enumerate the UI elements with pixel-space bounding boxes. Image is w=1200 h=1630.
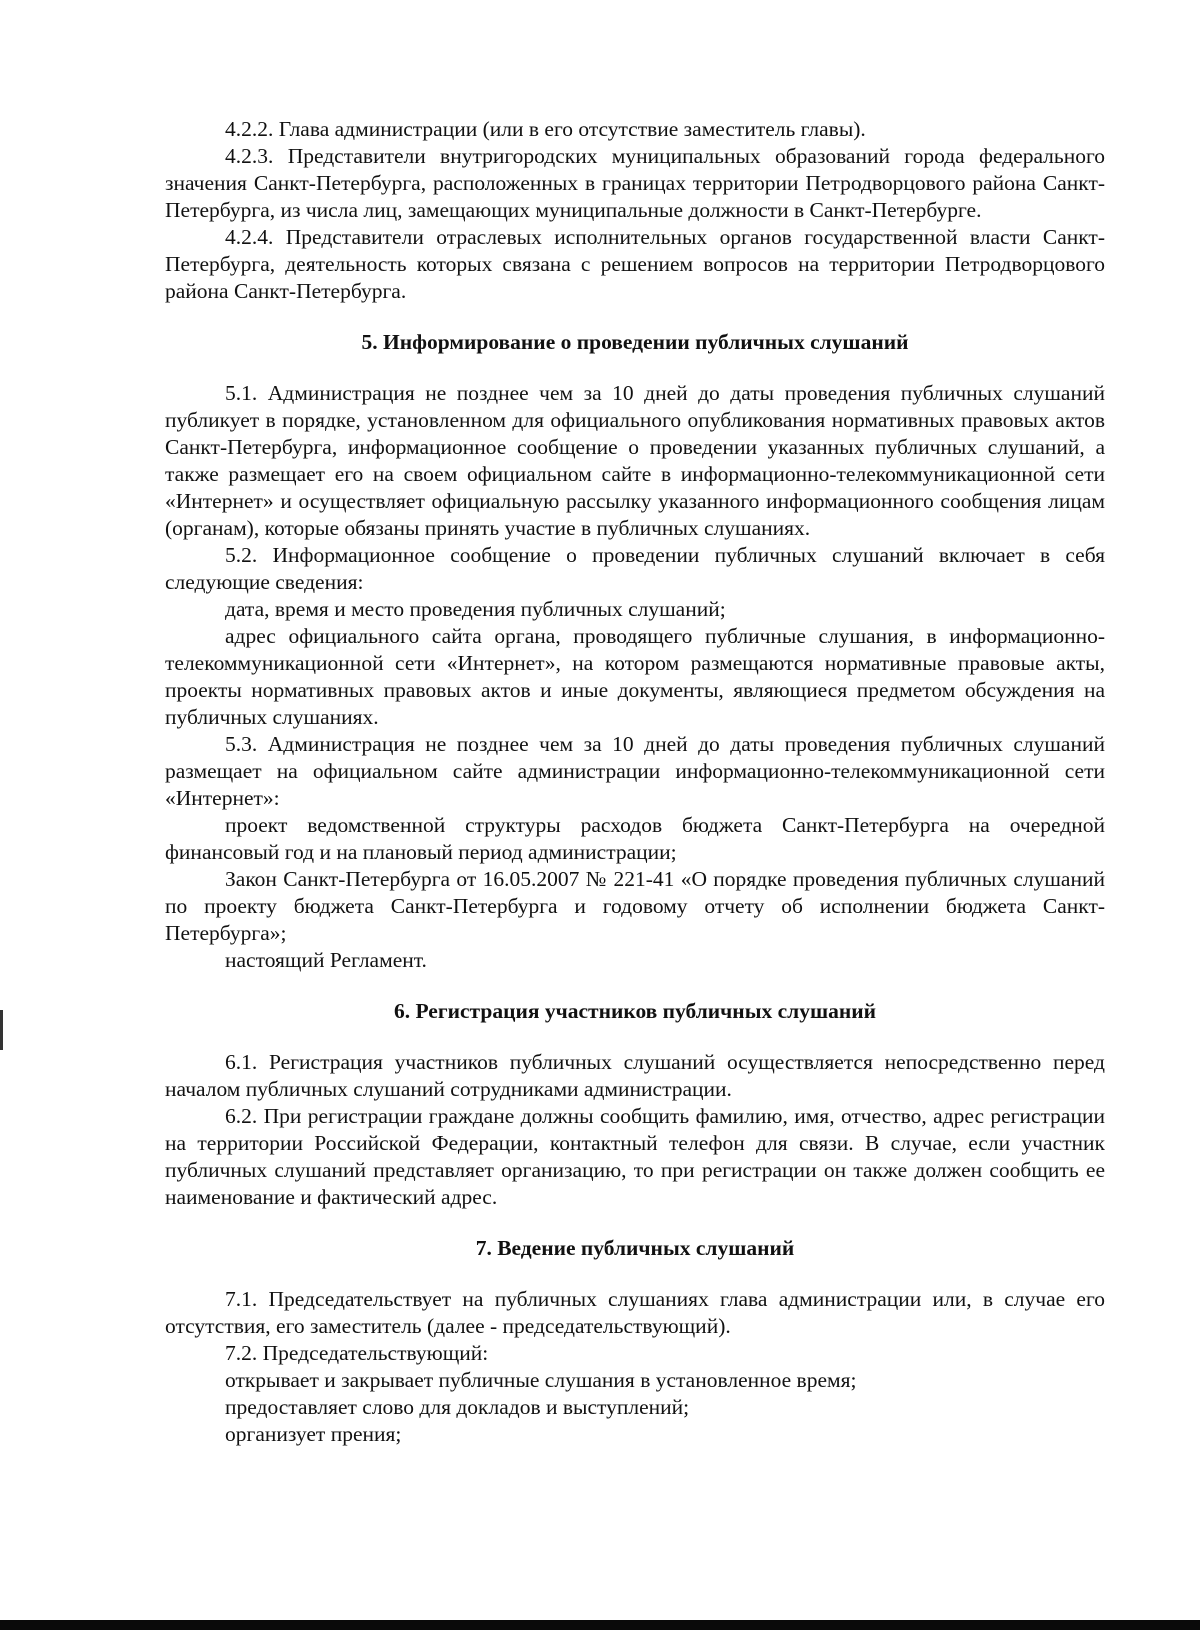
list-item-5-2-b: адрес официального сайта органа, проводящего публичные слушания, в информационно-телекоммуникационной сети «Интернет», на котором размещаются нормативные правовые акты, проекты нормативных правовых актов и иные документы, являющиеся предметом обсуждения на публичных слушаниях.	[165, 624, 1105, 729]
list-item-7-2-c: организует прения;	[225, 1422, 402, 1446]
spacer	[165, 1262, 1105, 1286]
section-7-heading: 7. Ведение публичных слушаний	[475, 1236, 795, 1260]
paragraph-5-3: 5.3. Администрация не позднее чем за 10 дней до даты проведения публичных слушаний размещает на официальном сайте администрации информационно-телекоммуникационной сети «Интернет»:	[165, 732, 1105, 810]
paragraph-7-2: 7.2. Председательствующий:	[225, 1341, 489, 1365]
paragraph-7-1: 7.1. Председательствует на публичных слушаниях глава администрации или, в случае его отсутствия, его заместитель (далее - председательствующий).	[165, 1287, 1105, 1338]
list-item-5-3-c: настоящий Регламент.	[225, 948, 427, 972]
paragraph-5-1: 5.1. Администрация не позднее чем за 10 дней до даты проведения публичных слушаний публикует в порядке, установленном для официального опубликования нормативных правовых актов Санкт-Петербурга, информационное сообщение о проведении указанных публичных слушаний, а также размещает его на своем официальном сайте в информационно-телекоммуникационной сети «Интернет» и осуществляет официальную рассылку указанного информационного сообщения лицам (органам), которые обязаны принять участие в публичных слушаниях.	[165, 381, 1105, 540]
scan-bottom-edge	[0, 1620, 1200, 1630]
list-item-5-3-a: проект ведомственной структуры расходов бюджета Санкт-Петербурга на очередной финансовый год и на плановый период администрации;	[165, 813, 1105, 864]
section-5-heading: 5. Информирование о проведении публичных слушаний	[361, 330, 909, 354]
paragraph-4-2-2: 4.2.2. Глава администрации (или в его отсутствие заместитель главы).	[225, 117, 866, 141]
spacer	[165, 974, 1105, 998]
scan-edge-mark	[0, 1010, 3, 1050]
spacer	[165, 356, 1105, 380]
spacer	[165, 1025, 1105, 1049]
paragraph-4-2-4: 4.2.4. Представители отраслевых исполнительных органов государственной власти Санкт-Петербурга, деятельность которых связана с решением вопросов на территории Петродворцового района Санкт-Петербурга.	[165, 225, 1105, 303]
paragraph-6-2: 6.2. При регистрации граждане должны сообщить фамилию, имя, отчество, адрес регистрации на территории Российской Федерации, контактный телефон для связи. В случае, если участник публичных слушаний представляет организацию, то при регистрации он также должен сообщить ее наименование и фактический адрес.	[165, 1104, 1105, 1209]
paragraph-6-1: 6.1. Регистрация участников публичных слушаний осуществляется непосредственно перед началом публичных слушаний сотрудниками администрации.	[165, 1050, 1105, 1101]
list-item-5-3-b: Закон Санкт-Петербурга от 16.05.2007 № 221-41 «О порядке проведения публичных слушаний по проекту бюджета Санкт-Петербурга и годовому отчету об исполнении бюджета Санкт-Петербурга»;	[165, 867, 1105, 945]
document-body	[165, 116, 1105, 1448]
spacer	[165, 1211, 1105, 1235]
paragraph-4-2-3: 4.2.3. Представители внутригородских муниципальных образований города федерального значения Санкт-Петербурга, расположенных в границах территории Петродворцового района Санкт-Петербурга, из числа лиц, замещающих муниципальные должности в Санкт-Петербурге.	[165, 144, 1105, 222]
list-item-5-2-a: дата, время и место проведения публичных слушаний;	[225, 597, 726, 621]
spacer	[165, 305, 1105, 329]
list-item-7-2-b: предоставляет слово для докладов и выступлений;	[225, 1395, 690, 1419]
section-6-heading: 6. Регистрация участников публичных слушаний	[393, 999, 877, 1023]
paragraph-5-2: 5.2. Информационное сообщение о проведении публичных слушаний включает в себя следующие сведения:	[165, 543, 1105, 594]
list-item-7-2-a: открывает и закрывает публичные слушания в установленное время;	[225, 1368, 857, 1392]
